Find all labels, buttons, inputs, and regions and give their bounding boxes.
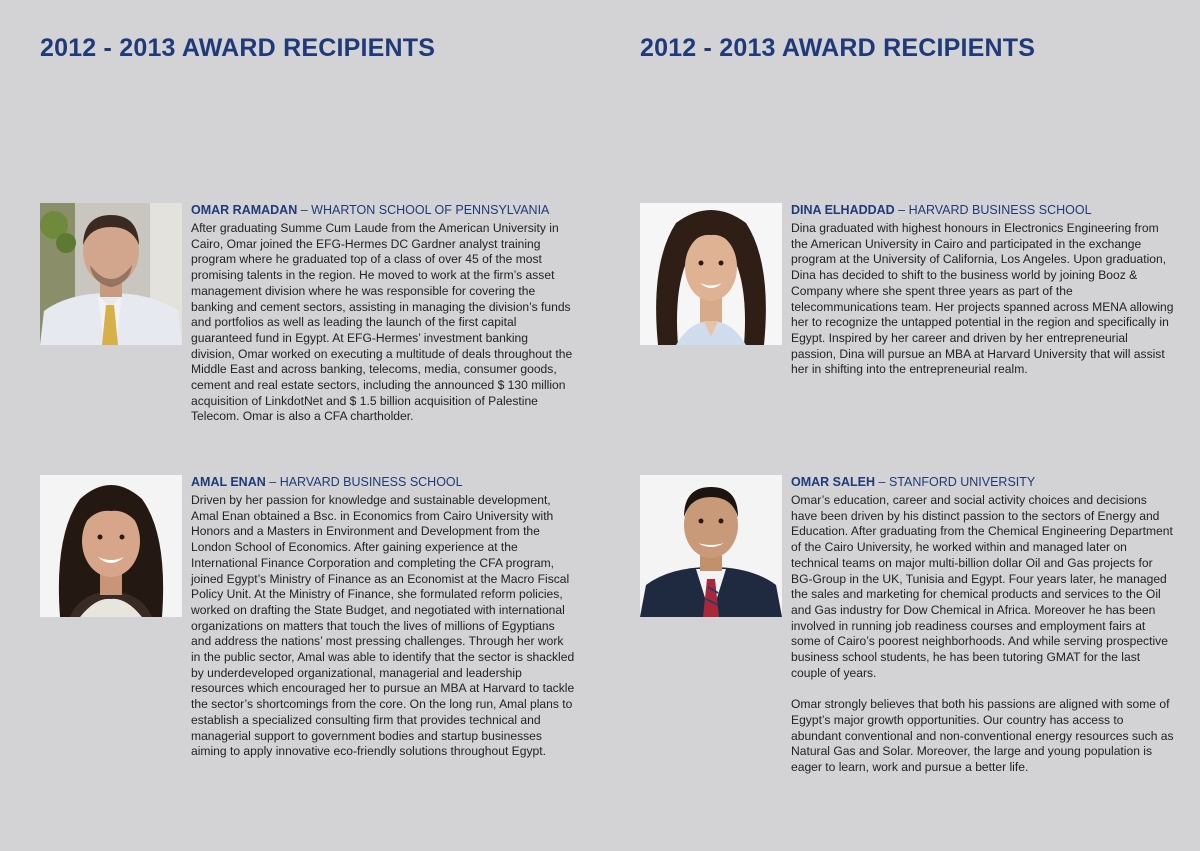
portrait-man-image: [40, 203, 182, 345]
page-title: 2012 - 2013 AWARD RECIPIENTS: [640, 34, 1036, 62]
recipient-bio: Driven by her passion for knowledge and sustainable development, Amal Enan obtained a Bsc. in Economics from Cairo University with Honors and a Masters in Environment and Development from the London School of Economics. After gaining experience at the International Finance Corporation and completing the CFA program, joined Egypt’s Ministry of Finance as an Economist at the Macro Fiscal Policy Unit. At the Ministry of Finance, she formulated reform policies, worked on drafting the State Budget, and negotiated with international organizations on matters that touch the lives of millions of Egyptians and address the nations’ most pressing challenges. Through her work in the public sector, Amal was able to identify that the sector is shackled by underdeveloped organizational, managerial and leadership resources which encouraged her to pursue an MBA at Harvard to tackle the sector’s shortcomings from the core. On the long run, Amal plans to establish a specialized consulting firm that provides technical and managerial support to government bodies and startup businesses aiming to apply innovative eco-friendly solutions throughout Egypt.: [191, 493, 575, 759]
recipient-photo: [40, 475, 182, 617]
recipient-name: DINA ELHADDAD: [791, 203, 895, 217]
heading-separator: –: [875, 475, 889, 489]
recipient-heading: [791, 203, 1175, 217]
recipient-school: HARVARD BUSINESS SCHOOL: [279, 475, 463, 489]
recipient-heading: [191, 203, 575, 217]
recipient-school: WHARTON SCHOOL OF PENNSYLVANIA: [311, 203, 550, 217]
heading-separator: –: [297, 203, 312, 217]
recipient-content: [191, 475, 575, 760]
recipient-name: AMAL ENAN: [191, 475, 266, 489]
recipient-content: [191, 203, 575, 425]
portrait-woman-image: [640, 203, 782, 345]
portrait-woman-image: [40, 475, 182, 617]
recipient-content: [791, 475, 1175, 776]
recipient-name: OMAR SALEH: [791, 475, 876, 489]
recipient-photo: [640, 475, 782, 617]
recipient-school: STANFORD UNIVERSITY: [888, 475, 1036, 489]
heading-separator: –: [894, 203, 909, 217]
recipient-content: [791, 203, 1175, 378]
page-title: 2012 - 2013 AWARD RECIPIENTS: [40, 34, 436, 62]
right-page: [600, 0, 1200, 851]
recipient-school: HARVARD BUSINESS SCHOOL: [908, 203, 1092, 217]
recipient-name: OMAR RAMADAN: [191, 203, 298, 217]
recipient-bio: Dina graduated with highest honours in Electronics Engineering from the American University in Cairo and participated in the exchange program at the University of California, Los Angeles. Upon graduation, Dina has decided to shift to the business world by joining Booz & Company where she spent three years as part of the telecommunications team. Her projects spanned across MENA allowing her to recognize the untapped potential in the region and specifically in Egypt. Inspired by her career and driven by her entrepreneurial passion, Dina will pursue an MBA at Harvard University that will assist her in shifting into the entrepreneurial realm.: [791, 221, 1174, 377]
recipient-bio: Omar’s education, career and social activity choices and decisions have been driven by his distinct passion to the sectors of Energy and Education. After graduating from the Chemical Engineering Department of the Cairo University, he worked within and managed later on technical teams on major multi-billion dollar Oil and Gas projects for BG-Group in the UK, Tunisia and Egypt. Four years later, he managed the sales and marketing for chemical products and services to the Oil and Gas industry for Dow Chemical in Africa. Moreover he has been involved in running job readiness courses and employment fairs at some of Cairo’s poorest neighborhoods. And while serving prospective business school students, he has been tutoring GMAT for the last couple of years.: [791, 493, 1173, 680]
recipient-photo: [40, 203, 182, 345]
recipient-photo: [640, 203, 782, 345]
recipient-bio: After graduating Summe Cum Laude from the American University in Cairo, Omar joined the EFG-Hermes DC Gardner analyst training program where he graduated top of a class of over 45 of the most promising talents in the region. He moved to work at the firm’s asset management division where he was responsible for covering the banking and cement sectors, assisting in managing the division’s funds and portfolios as well as leading the launch of the first capital guaranteed fund in Egypt. At EFG-Hermes’ investment banking division, Omar worked on executing a multitude of deals throughout the Middle East and across banking, telecoms, media, consumer goods, cement and real estate sectors, including the announced $ 130 million acquisition of LinkdotNet and $ 1.5 billion acquisition of Palestine Telecom. Omar is also a CFA chartholder.: [191, 221, 573, 424]
heading-separator: –: [265, 475, 280, 489]
recipient-bio: Omar strongly believes that both his passions are aligned with some of Egypt’s major growth opportunities. Our country has access to abundant conventional and non-conventional energy resources such as Natural Gas and Solar. Moreover, the large and young population is eager to learn, work and pursue a better life.: [791, 697, 1174, 774]
recipient-heading: [791, 475, 1175, 489]
portrait-man-image: [640, 475, 782, 617]
recipient-heading: [191, 475, 575, 489]
